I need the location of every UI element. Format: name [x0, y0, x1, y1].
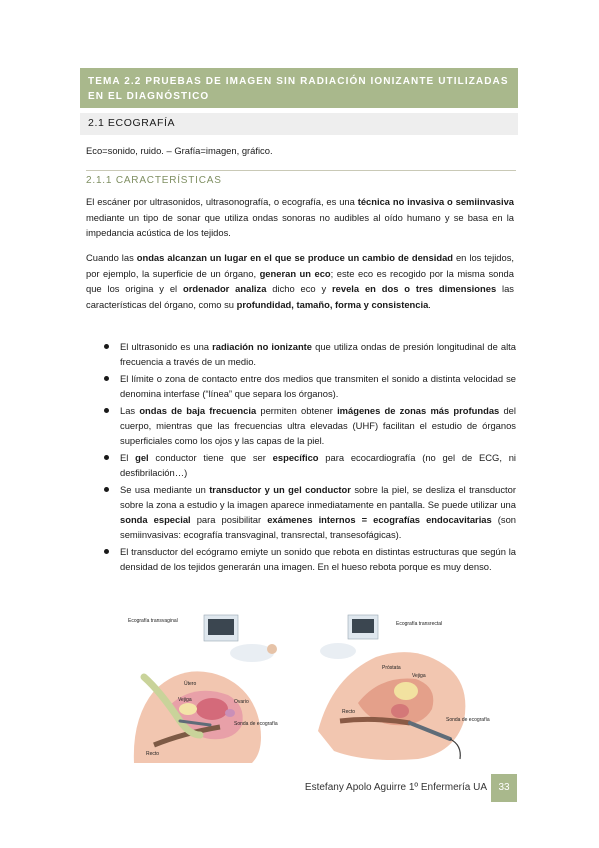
- paragraph-definition-run: técnica no invasiva o semiinvasiva: [357, 196, 514, 207]
- bullet-dot-icon: [104, 408, 109, 413]
- paragraph-echo-run: generan un eco: [259, 267, 331, 279]
- footer-author: Estefany Apolo Aguirre 1º Enfermería UA: [304, 782, 487, 793]
- paragraph-definition-run: El escáner por ultrasonidos, ultrasonografía, o ecografía, es una: [86, 196, 358, 207]
- list-item-run: para ecocardiografía (no gel de ECG, ni desfibrilación…): [120, 452, 516, 478]
- list-item-run: gel: [135, 452, 149, 463]
- section-heading: 2.1 ECOGRAFÍA: [80, 113, 518, 135]
- list-item-run: (son semiinvasivas: ecografía transvaginal, transrectal, transesofágicas).: [120, 514, 517, 540]
- paragraph-echo-run: ordenador analiza: [182, 283, 267, 294]
- paragraph-echo-run: ; este eco es recogido por la misma sonda que los origina y el: [86, 267, 514, 294]
- paragraph-echo-run: Cuando las: [86, 252, 137, 263]
- list-item-run: El límite o zona de contacto entre dos medios que transmiten el sonido a distinta velocidad se denomina interfase (“línea” que separa los órganos).: [120, 373, 516, 399]
- paragraph-definition-run: mediante un tipo de sonar que utiliza ondas sonoras no audibles al oído humano y se basa en la impedancia acústica de los tejidos.: [86, 211, 514, 238]
- characteristics-list: [104, 339, 516, 576]
- etymology-text: Eco=sonido, ruido. – Grafía=imagen, gráfico.: [86, 145, 273, 156]
- list-item: [104, 482, 516, 542]
- paragraph-echo-run: .: [428, 298, 431, 310]
- list-item-run: imágenes de zonas más profundas: [337, 405, 500, 416]
- figure-left-label-rectum: Recto: [146, 751, 160, 757]
- list-item-run: El ultrasonido es una: [120, 341, 213, 352]
- list-item-run: exámenes internos = ecografías endocavitarias: [267, 514, 492, 525]
- list-item-run: Las: [120, 405, 140, 416]
- list-item-run: Se usa mediante un: [120, 484, 210, 495]
- list-item: [104, 339, 516, 369]
- section-divider: [86, 170, 516, 171]
- transrectal-illustration: [314, 613, 490, 763]
- list-item-run: permiten obtener: [256, 405, 338, 416]
- list-item-run: El: [120, 452, 136, 463]
- subsection-heading: 2.1.1 CARACTERÍSTICAS: [86, 175, 222, 186]
- paragraph-echo: [86, 250, 514, 312]
- list-item-run: ondas de baja frecuencia: [139, 405, 257, 416]
- list-item: [104, 450, 516, 480]
- list-item-run: sonda especial: [120, 514, 191, 525]
- list-item-run: conductor tiene que ser: [148, 452, 273, 463]
- figure-left-label-bladder: Vejiga: [178, 697, 192, 703]
- paragraph-echo-run: revela en dos o tres dimensiones: [332, 283, 497, 294]
- bullet-dot-icon: [104, 549, 109, 554]
- figure-left-label-probe: Sonda de ecografía: [234, 721, 278, 727]
- paragraph-echo-run: ondas alcanzan un lugar en el que se produce un cambio de densidad: [136, 252, 454, 263]
- figure-right-label-probe: Sonda de ecografía: [446, 717, 490, 723]
- paragraph-echo-run: las características del órgano, como su: [86, 283, 514, 310]
- figure-right-title: Ecografía transrectal: [396, 621, 443, 627]
- list-item-run: para posibilitar: [190, 514, 268, 525]
- bullet-dot-icon: [104, 487, 109, 492]
- figure-right-label-rectum: Recto: [342, 709, 356, 715]
- bullet-dot-icon: [104, 376, 109, 381]
- list-item-run: El transductor del ecógramo emiyte un sonido que rebota en distintas estructuras que según la densidad de los tejidos generarán una imagen. En el hueso rebota porque es muy denso.: [120, 546, 516, 572]
- figure-right-label-prostate: Próstata: [382, 665, 401, 671]
- list-item-run: específico: [272, 452, 319, 463]
- topic-heading: TEMA 2.2 PRUEBAS DE IMAGEN SIN RADIACIÓN IONIZANTE UTILIZADAS EN EL DIAGNÓSTICO: [80, 68, 518, 108]
- page-number: 33: [491, 774, 517, 802]
- list-item-run: transductor y un gel conductor: [209, 484, 351, 495]
- list-item: [104, 544, 516, 574]
- list-item-run: sobre la piel, se desliza el transductor sobre la zona a estudio y la imagen aparece inmediatamente en pantalla. Se puede utilizar una: [120, 484, 516, 510]
- paragraph-echo-run: profundidad, tamaño, forma y consistencia: [236, 298, 429, 310]
- paragraph-echo-run: dicho eco y: [266, 283, 333, 294]
- list-item: [104, 403, 516, 448]
- figure-left-label-ovary: Ovario: [234, 699, 249, 705]
- list-item: [104, 371, 516, 401]
- list-item-run: del cuerpo, mientras que las frecuencias ultra elevadas (UHF) facilitan el estudio de órganos superficiales como los ojos y las capas de la piel.: [120, 405, 516, 446]
- transvaginal-illustration: [124, 613, 284, 763]
- figure-left-label-uterus: Útero: [184, 681, 197, 687]
- figure-right-label-bladder: Vejiga: [412, 673, 426, 679]
- list-item-run: radiación no ionizante: [212, 341, 313, 352]
- figure-left-title: Ecografía transvaginal: [128, 618, 178, 624]
- bullet-dot-icon: [104, 344, 109, 349]
- paragraph-echo-run: en los tejidos, por ejemplo, la superficie de un órgano,: [86, 252, 514, 279]
- list-item-run: que utiliza ondas de presión longitudinal de alta frecuencia a través de un medio.: [120, 341, 516, 367]
- bullet-dot-icon: [104, 455, 109, 460]
- paragraph-definition: [86, 194, 514, 241]
